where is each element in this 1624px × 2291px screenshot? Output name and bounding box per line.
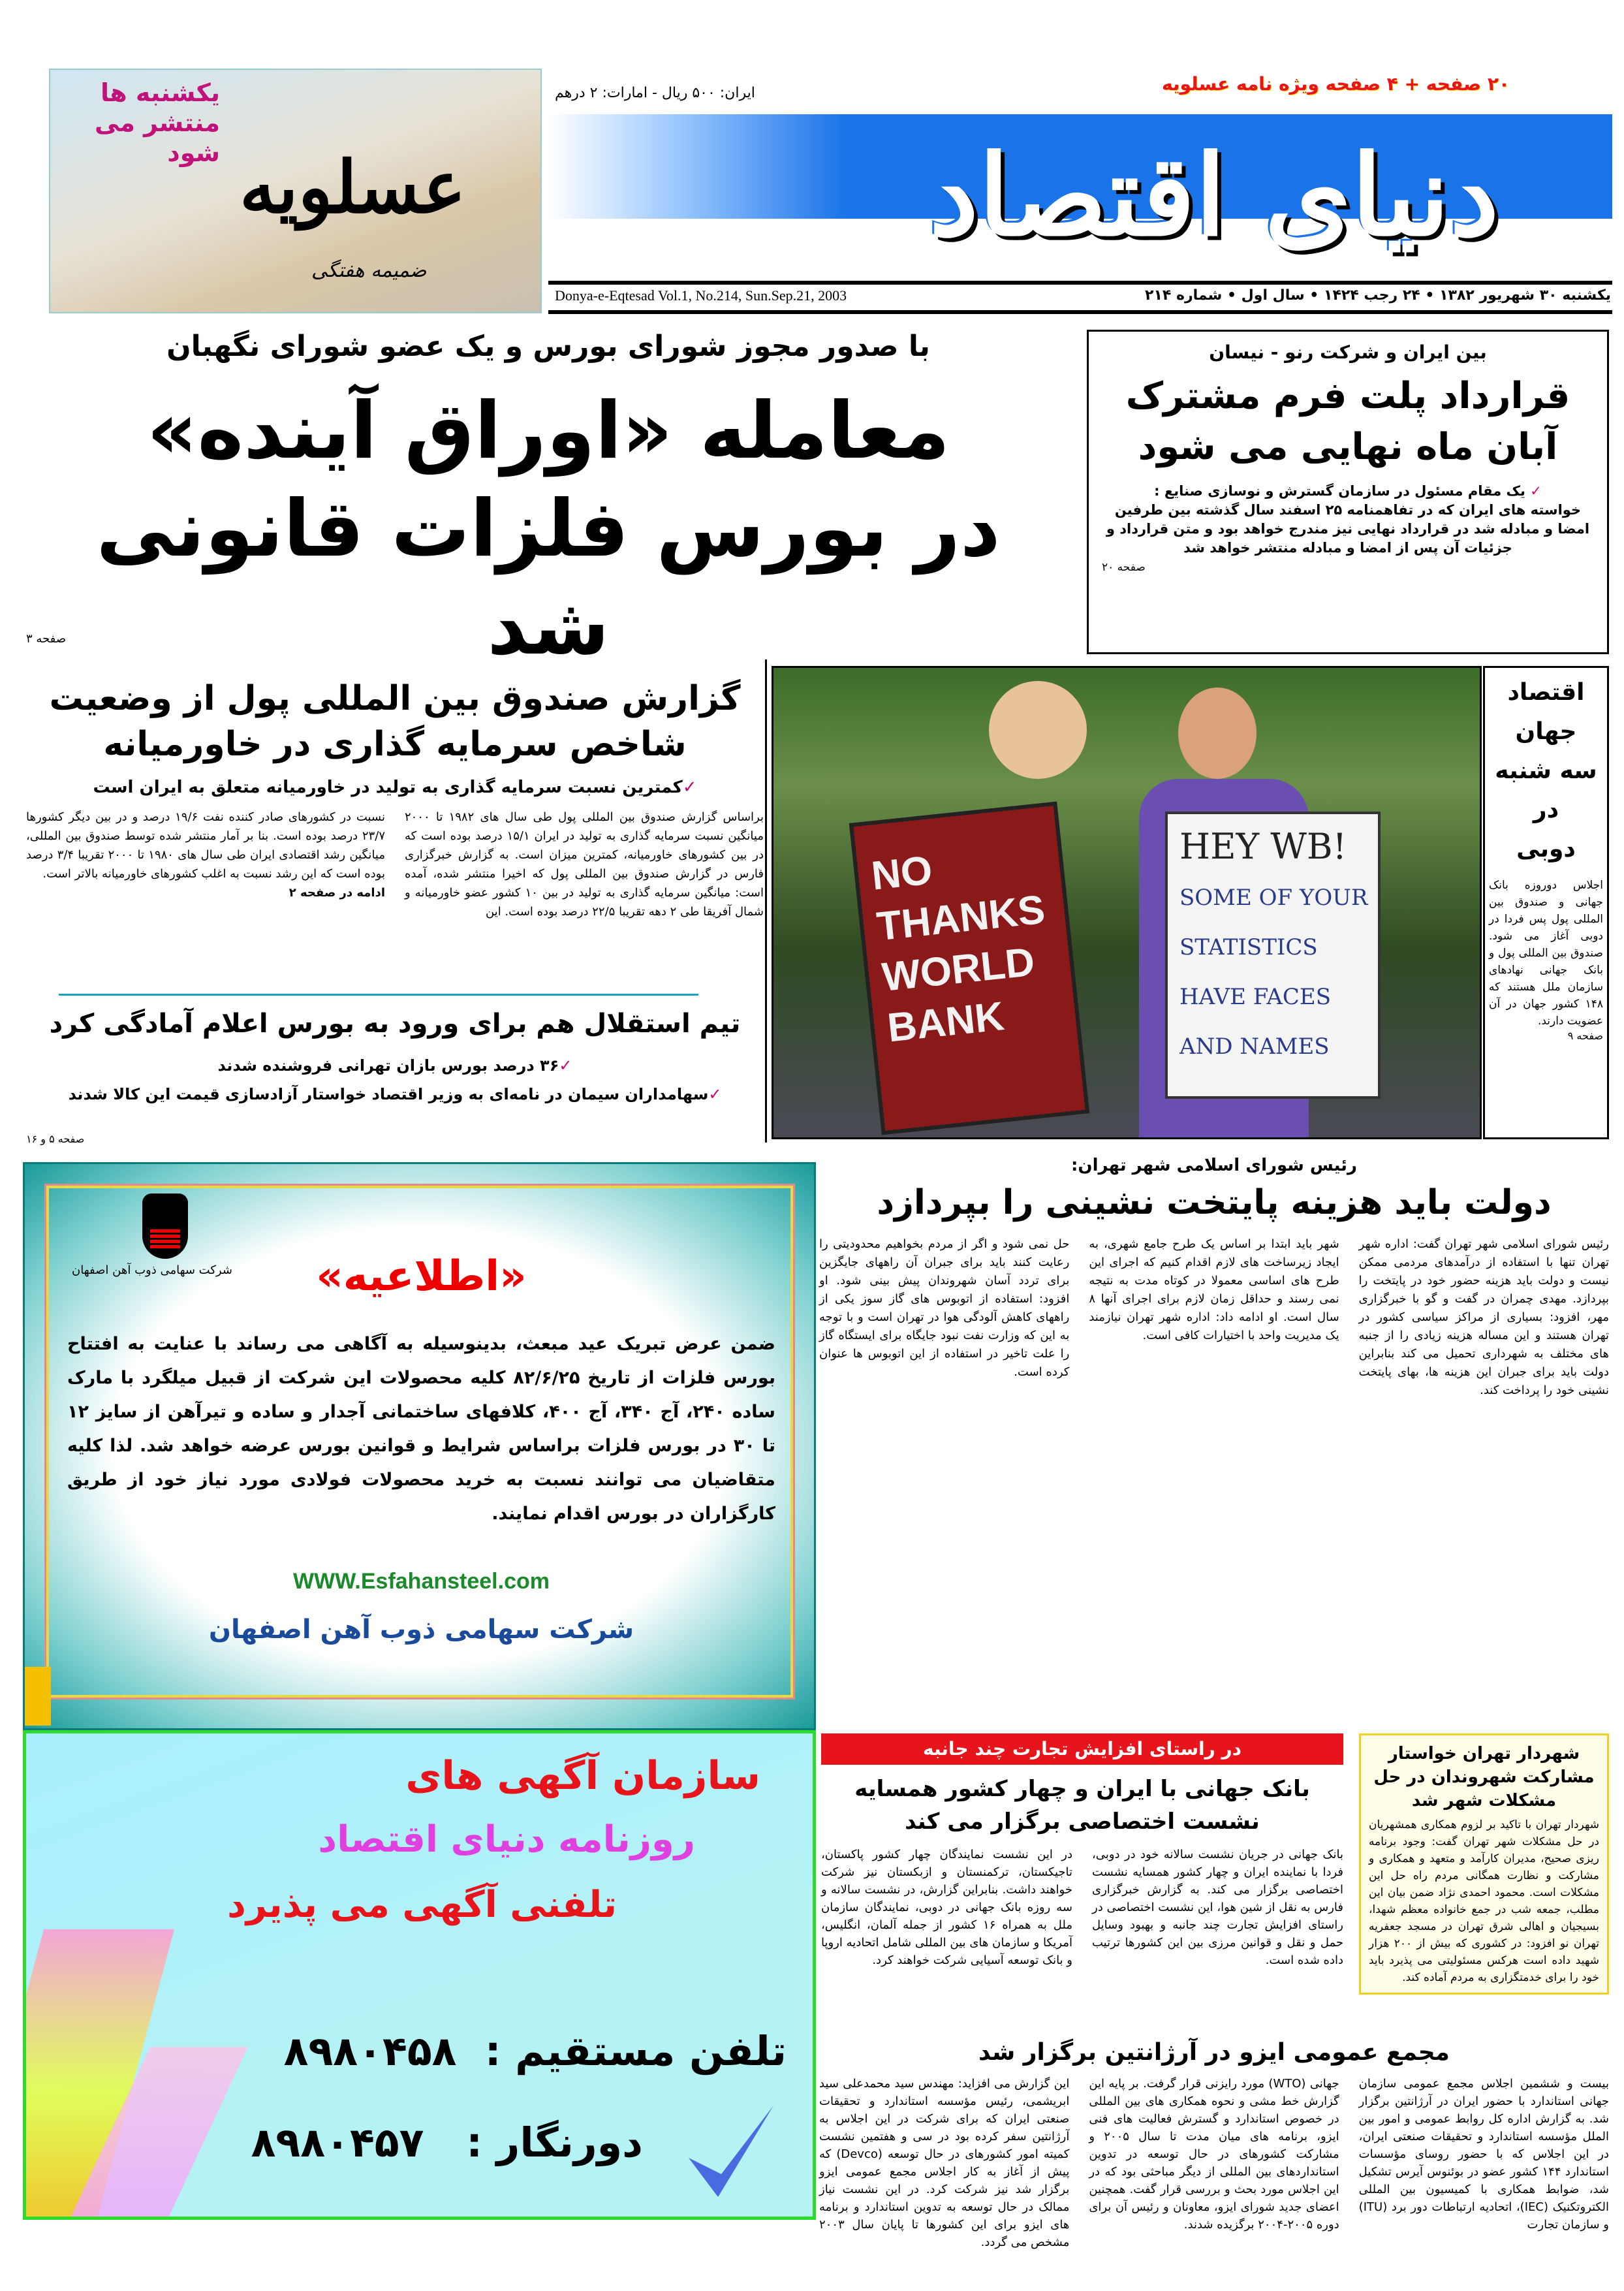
page-ref[interactable]: صفحه ۳	[26, 632, 67, 646]
fax-label: دورنگار :	[466, 2119, 643, 2166]
council-col3: حل نمی شود و اگر از مردم بخواهیم محدودیتی را رعایت کنند باید برای جبران آن راههای جایگزین برای تردد آسان شهروندان پیش بینی شود. او افزود: استفاده از اتوبوس های گاز سوز یکی از راههای کاهش آلودگی هوا در تهران است و با توجه به این که وزارت نفت نبود جایگاه برای ایستگاه گاز را علت تاخیر در استفاده از این اتوبوس ها عنوان کرده است.	[819, 1237, 1070, 1379]
steel-logo-caption: شرکت سهامی ذوب آهن اصفهان	[72, 1263, 232, 1277]
date-persian: یکشنبه ۳۰ شهریور ۱۳۸۲ • ۲۴ رجب ۱۴۲۴ • سال اول • شماره ۲۱۴	[1145, 287, 1611, 304]
imf-col1: براساس گزارش صندوق بین المللی پول طی سال های ۱۹۸۲ تا ۲۰۰۰ میانگین نسبت سرمایه گذاری به تولید در ایران ۱۵/۱ درصد بوده است که در بین کشورهای خاورمیانه، کمترین میزان است. به گزارش خبرگزاری فارس در گزارش صندوق بین المللی پول که اخیرا منتشر شده، آمده است: میانگین سرمایه گذاری به تولید در بین ۱۰ کشور عضو خاورمیانه و شمال آفریقا طی ۲ دهه تقریبا ۲۲/۵ درصد بوده است. این	[405, 810, 764, 919]
supplement-note-line1: یکشنبه ها	[101, 78, 220, 107]
lead-story[interactable]	[26, 330, 1070, 676]
dubai-headline: در	[1533, 797, 1559, 823]
mayor-text: شهردار تهران با تاکید بر لزوم همکاری همشهریان در حل مشکلات شهر تهران گفت: وجود برنامه ریزی صحیح، مدیران کارآمد و متعهد و همکاری و مشارکت و نظارت همگانی مردم راه حل این مشکلات است. محمود احمدی نژاد ضمن بیان این مطلب، جمعه شب در جمع خانواده معظم شهدا، بسیجیان و اهالی شرق تهران در مسجد جعفریه تهران نو افزود: در کشوری که بیش از ۲۰۰ هزار شهید داده است هرکس مسئولیتی می پذیرد باید خود را برای خدمتگزاری به مردم آماده کند.	[1369, 1818, 1599, 1984]
mayor-story[interactable]	[1359, 1733, 1609, 1995]
date-english: Donya-e-Eqtesad Vol.1, No.214, Sun.Sep.21, 2003	[555, 287, 847, 304]
worldbank-headline-2: نشست اختصاصی برگزار می کند	[905, 1809, 1260, 1835]
esteghlal-story[interactable]	[26, 1005, 764, 1103]
person-figure	[1178, 687, 1257, 779]
phone-row	[284, 2027, 787, 2075]
imf-col2: نسبت در کشورهای صادر کننده نفت ۱۹/۶ درصد و در بین دیگر کشورها ۲۳/۷ درصد بوده است. بنا بر آمار منتشر شده توسط صندوق بین المللی، میانگین رشد اقتصادی ایران طی سال های ۱۹۸۰ تا ۲۰۰۰ تقریبا ۳/۴ درصد بوده است که این رشد نسبت به اغلب کشورهای خاورمیانه بالاتر است.	[26, 810, 385, 881]
sign-text: THANKS	[875, 887, 1048, 950]
promo-text: ۲۰ صفحه + ۴ صفحه ویژه نامه عسلویه	[1162, 73, 1510, 95]
check-icon: ✓	[708, 1085, 722, 1103]
sign-text: HAVE FACES	[1179, 984, 1332, 1010]
divider	[765, 659, 767, 1143]
ad-body: ضمن عرض تبریک عید مبعث، بدینوسیله به آگاهی می رساند با عنایت به افتتاح بورس فلزات از تاریخ ۸۲/۶/۲۵ کلیه محصولات این شرکت از قبیل میلگرد با مارک ساده ۲۴۰، آج ۳۴۰، آج ۴۰۰، کلافهای ساختمانی آجدار و ساده و تیرآهن از سایز ۱۲ تا ۳۰ در بورس فلزات براساس شرایط و قوانین بورس عرضه خواهد شد. لذا کلیه متقاضیان می توانند نسبت به خرید محصولات فولادی مورد نیاز خود از طریق کارگزاران در بورس اقدام نمایند.	[67, 1334, 775, 1524]
sign-text: BANK	[885, 994, 1007, 1051]
iso-col2: جهانی (WTO) مورد رایزنی قرار گرفت. بر پایه این گزارش خط مشی و نحوه همکاری های بین المللی در خصوص استاندارد و گسترش فعالیت های فنی ایزو، برنامه های میان مدت تا سال ۲۰۰۵ و مشارکت کشورهای در حال توسعه در تدوین استانداردهای بین المللی از دیگر مباحثی بود که در این اجلاس مورد بحث و بررسی قرار گفت. همچنین اعضای جدید شورای ایزو، معاونان و رئیس آن برای دوره ۲۰۰۵-۲۰۰۴ برگزیده شدند.	[1089, 2077, 1339, 2232]
esteghlal-headline: تیم استقلال هم برای ورود به بورس اعلام آمادگی کرد	[49, 1009, 741, 1039]
check-icon: ✓	[1530, 483, 1542, 499]
supplement-note-line2: منتشر می شود	[94, 108, 220, 167]
dubai-headline: اقتصاد	[1507, 679, 1585, 706]
ad-url-link[interactable]: WWW.Esfahansteel.com	[293, 1569, 550, 1594]
dubai-headline: دوبی	[1516, 836, 1576, 862]
supplement-subtitle: ضمیمه هفتگی	[311, 259, 427, 282]
imf-story[interactable]	[26, 676, 764, 921]
sign-text: STATISTICS	[1179, 934, 1318, 960]
phone-number[interactable]: ۸۹۸۰۴۵۸	[283, 2027, 457, 2075]
iso-story[interactable]	[819, 2037, 1609, 2251]
supplement-promo-box[interactable]	[49, 69, 542, 313]
fax-row	[251, 2119, 643, 2166]
continued-link[interactable]: ادامه در صفحه ۲	[289, 886, 385, 900]
check-icon: ✓	[559, 1056, 572, 1075]
divider	[548, 310, 1612, 314]
sign-text: SOME OF YOUR	[1179, 885, 1368, 911]
renault-headline-1: قرارداد پلت فرم مشترک	[1125, 375, 1570, 417]
price-text: ایران: ۵۰۰ ریال - امارات: ۲ درهم	[555, 85, 755, 101]
protest-sign-2	[1165, 812, 1381, 1099]
divider	[548, 281, 1612, 285]
steel-ad[interactable]	[23, 1162, 816, 1730]
renault-kicker: بین ایران و شرکت رنو - نیسان	[1209, 341, 1487, 363]
council-story[interactable]	[819, 1156, 1609, 1400]
page-ref[interactable]: صفحه ۵ و ۱۶	[26, 1133, 85, 1145]
page-ref[interactable]: صفحه ۲۰	[1102, 561, 1146, 574]
worldbank-col2: در این نشست نمایندگان چهار کشور پاکستان، تاجیکستان، ترکمنستان و ازبکستان نیز شرکت خواهند داشت. بنابراین گزارش، در نشست سالانه و سه روزه بانک جهانی در دوبی، نمایندگان سازمان ملل به همراه ۱۶ کشور از جمله آلمان، انگلیس، آمریکا و سازمان های بین المللی شامل اتحادیه اروپا و بانک توسعه آسیایی شرکت خواهند کرد.	[821, 1848, 1072, 1967]
worldbank-story[interactable]	[821, 1733, 1343, 1969]
ad-title: «اطلاعیه»	[316, 1252, 527, 1301]
sign-text: NO	[869, 847, 935, 899]
decor	[25, 1667, 51, 1726]
renault-lede: خواسته های ایران که در تفاهمنامه ۲۵ اسفند سال گذشته بین طرفین امضا و مبادله شد در قرارداد نهایی نیز مندرج خواهد بود و متن قرارداد و جزئیات آن پس از امضا و مبادله منتشر خواهد شد	[1106, 502, 1590, 556]
council-col2: شهر باید ابتدا بر اساس یک طرح جامع شهری، به ایجاد زیرساخت های لازم اقدام کنیم که اجرای این طرح های اساسی معمولا در کوتاه مدت به نتیجه نمی رسند و حداقل زمان لازم برای اجرای آنها ۸ سال است. او ادامه داد: اداره شهر تهران نیازمند یک مدیریت واحد با اختیارات کافی است.	[1089, 1237, 1339, 1342]
lead-kicker: با صدور مجوز شورای بورس و یک عضو شورای نگهبان	[166, 330, 930, 363]
dubai-text: اجلاس دوروزه بانک جهانی و صندوق بین المللی پول پس فردا در دوبی آغاز می شود. صندوق بین المللی پول و بانک جهانی نهادهای سازمان ملل هستند که ۱۴۸ کشور جهان در آن عضویت دارند.	[1489, 879, 1603, 1028]
ad-line-1: سازمان آگهی های	[405, 1753, 760, 1799]
council-kicker: رئیس شورای اسلامی شهر تهران:	[1070, 1156, 1357, 1175]
renault-lede-intro: یک مقام مسئول در سازمان گسترش و نوسازی صنایع :	[1154, 483, 1525, 499]
fax-number: ۸۹۸۰۴۵۷	[251, 2119, 424, 2166]
imf-headline-1: گزارش صندوق بین المللی پول از وضعیت	[49, 679, 741, 718]
protest-sign-1	[849, 802, 1089, 1135]
sign-text: WORLD	[880, 939, 1037, 1000]
ad-line-2: روزنامه دنیای اقتصاد	[318, 1818, 695, 1861]
dubai-story[interactable]	[1483, 666, 1609, 1139]
lead-headline-2: در بورس فلزات قانونی شد	[96, 484, 1001, 672]
sign-title: HEY WB!	[1179, 826, 1347, 867]
renault-headline-2: آبان ماه نهایی می شود	[1138, 426, 1558, 468]
sign-text: AND NAMES	[1179, 1034, 1330, 1060]
mayor-headline: شهردار تهران خواستار مشارکت شهروندان در حل مشکلات شهر شد	[1373, 1744, 1595, 1810]
lead-headline-1: معامله «اوراق آینده»	[146, 386, 950, 477]
supplement-note	[57, 78, 220, 168]
dubai-headline: سه شنبه	[1495, 757, 1597, 784]
classified-ad[interactable]	[23, 1730, 816, 2220]
ad-line-3: تلفنی آگهی می پذیرد	[227, 1884, 617, 1926]
worldbank-col1: بانک جهانی در جریان نشست سالانه خود در دوبی، فردا با نماینده ایران و چهار کشور همسایه نشست اختصاصی برگزار می کند. به گزارش خبرگزاری فارس به نقل از شین هوا، این نشست اختصاصی در راستای افزایش تجارت چند جانبه و بهبود وسایل حمل و نقل و قوانین مرزی بین این کشورها ترتیب داده شده است.	[1092, 1848, 1343, 1967]
checkmark-icon	[682, 2099, 780, 2204]
renault-story[interactable]	[1087, 330, 1609, 654]
imf-headline-2: شاخص سرمایه گذاری در خاورمیانه	[103, 725, 687, 764]
iso-col1: بیست و ششمین اجلاس مجمع عمومی سازمان جهانی استاندارد با حضور ایران در آرژانتین برگزار شد. به گزارش اداره کل روابط عمومی و امور بین الملل مؤسسه استاندارد و تحقیقات صنعتی ایران، در این اجلاس که با حضور روسای مؤسسات استاندارد ۱۴۴ کشور عضو در بوئنوس آیرس تشکیل شد، ضوابط همکاری با کمیسیون بین المللی الکتروتکنیک (IEC)، اتحادیه ارتباطات دور برد (ITU) و سازمان تجارت	[1358, 2077, 1610, 2232]
newspaper-logo: دنیای اقتصاد	[929, 131, 1499, 261]
person-figure	[989, 681, 1087, 779]
dubai-headline: جهان	[1515, 718, 1577, 745]
worldbank-headline-1: بانک جهانی با ایران و چهار کشور همسایه	[854, 1776, 1310, 1802]
imf-subhead: کمترین نسبت سرمایه گذاری به تولید در خاورمیانه متعلق به ایران است	[93, 778, 683, 797]
esteghlal-bullet-1: ۳۶ درصد بورس بازان تهرانی فروشنده شدند	[217, 1056, 559, 1075]
phone-label: تلفن مستقیم :	[484, 2027, 787, 2075]
check-icon: ✓	[682, 778, 697, 797]
ad-signature: شرکت سهامی ذوب آهن اصفهان	[208, 1615, 634, 1645]
iso-headline: مجمع عمومی ایزو در آرژانتین برگزار شد	[978, 2039, 1450, 2066]
esteghlal-bullet-2: سهامداران سیمان در نامه‌ای به وزیر اقتصاد خواستار آزادسازی قیمت این کالا شدند	[68, 1085, 709, 1103]
council-headline: دولت باید هزینه پایتخت نشینی را بپردازد	[877, 1183, 1552, 1222]
supplement-title: عسلویه	[240, 145, 466, 229]
worldbank-banner: در راستای افزایش تجارت چند جانبه	[821, 1733, 1343, 1765]
steel-logo-icon	[142, 1193, 188, 1259]
protest-photo	[772, 666, 1482, 1139]
council-col1: رئیس شورای اسلامی شهر تهران گفت: اداره شهر تهران تنها با استفاده از درآمدهای مردمی ممکن نیست و دولت باید هزینه حضور خود در پایتخت را بپردازد. مهدی چمران در گفت و گو با خبرگزاری مهر، افزود: بسیاری از مراکز سیاسی کشور در تهران هستند و این مساله هزینه زیادی را از جنبه های مختلف به شهرداری تحمیل می کند بنابراین دولت باید برای جبران این هزینه ها، بهای پایتخت نشینی خود را پرداخت کند.	[1358, 1237, 1609, 1397]
page-ref[interactable]: صفحه ۹	[1567, 1030, 1603, 1042]
iso-col3: این گزارش می افزاید: مهندس سید محمدعلی سید ابریشمی، رئیس مؤسسه استاندارد و تحقیقات صنعتی ایران که برای شرکت در این اجلاس به آرژانتین سفر کرده بود در سی و هفتمین نشست کمیته امور کشورهای در حال توسعه (Devco) که پیش از آغاز به کار اجلاس مجمع عمومی ایزو برگزار شد نیز شرکت کرد. در این نشست نیاز ممالک در حال توسعه به تدوین استاندارد و برنامه های ایزو برای این کشورها تا پایان سال ۲۰۰۳ مشخص می گردد.	[819, 2077, 1070, 2249]
divider	[59, 994, 698, 996]
